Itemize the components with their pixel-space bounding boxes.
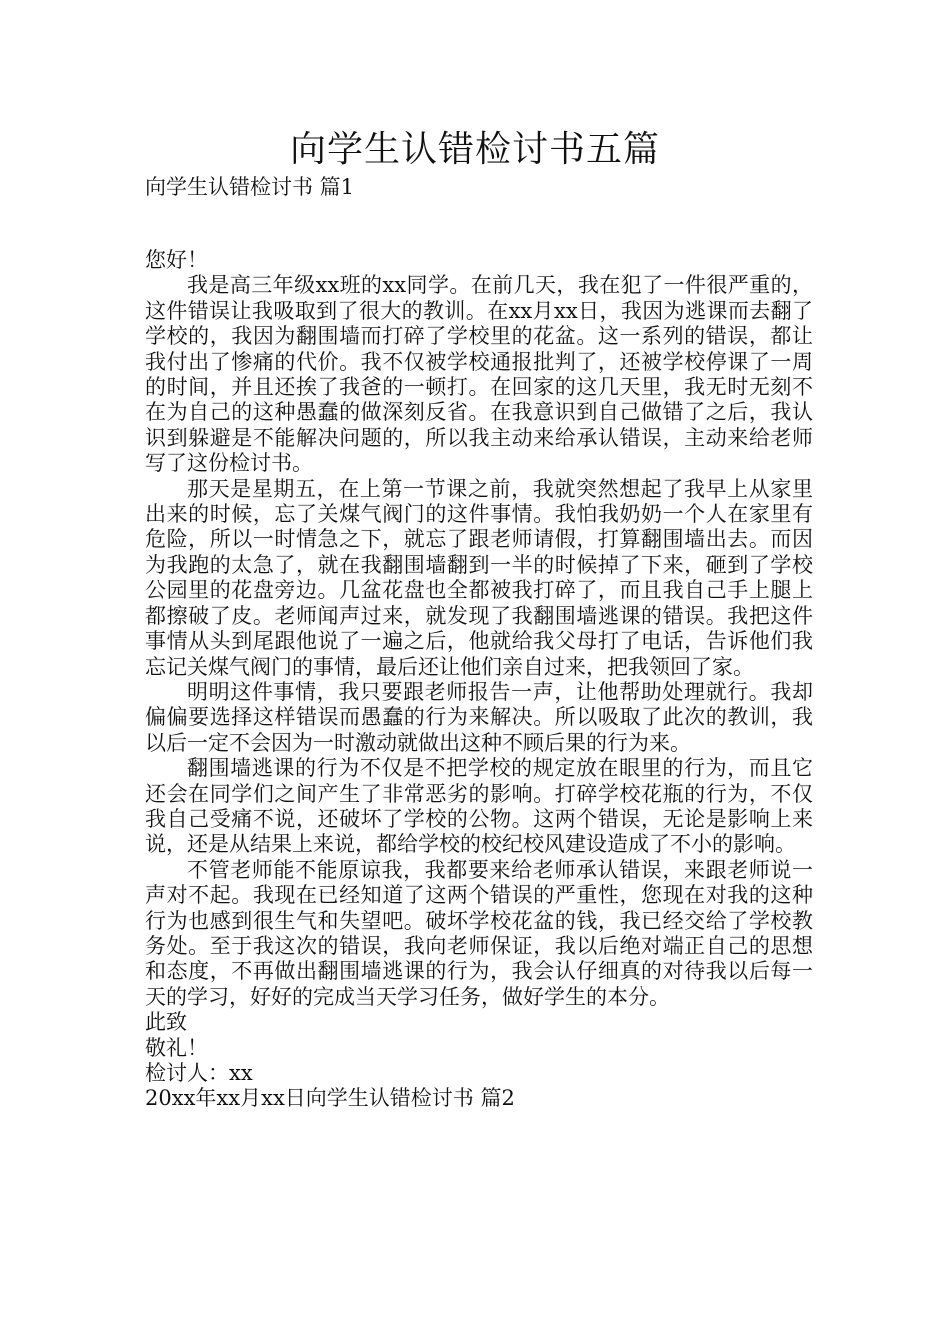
- signature: 检讨人：xx: [145, 1061, 253, 1085]
- paragraph-1: 我是高三年级xx班的xx同学。在前几天，我在犯了一件很严重的，这件错误让我吸取到了很大的教训。在xx月xx日，我因为逃课而去翻了学校的，我因为翻围墙而打碎了学校里的花盆。这一系列的错误，都让我付出了惨痛的代价。我不仅被学校通报批判了，还被学校停课了一周的时间，并且还挨了我爸的一顿打。在回家的这几天里，我无时无刻不在为自己的这种愚蠢的做深刻反省。在我意识到自己做错了之后，我认识到躲避是不能解决问题的，所以我主动来给承认错误，主动来给老师写了这份检讨书。: [145, 273, 813, 476]
- document-title: 向学生认错检讨书五篇: [289, 129, 660, 170]
- paragraph-5: 不管老师能不能原谅我，我都要来给老师承认错误，来跟老师说一声对不起。我现在已经知道了这两个错误的严重性，您现在对我的这种行为也感到很生气和失望吧。破坏学校花盆的钱，我已经交给了学校教务处。至于我这次的错误，我向老师保证，我以后绝对端正自己的思想和态度，不再做出翻围墙逃课的行为，我会认仔细真的对待我以后每一天的学习，好好的完成当天学习任务，做好学生的本分。: [145, 857, 813, 1009]
- closing-line-1: 此致: [145, 1010, 187, 1035]
- paragraph-2: 那天是星期五，在上第一节课之前，我就突然想起了我早上从家里出来的时候，忘了关煤气阀门的这件事情。我怕我奶奶一个人在家里有危险，所以一时情急之下，就忘了跟老师请假，打算翻围墙出去。而因为我跑的太急了，就在我翻围墙翻到一半的时候掉了下来，砸到了学校公园里的花盘旁边。几盆花盘也全都被我打碎了，而且我自己手上腿上都擦破了皮。老师闻声过来，就发现了我翻围墙逃课的错误。我把这件事情从头到尾跟他说了一遍之后，他就给我父母打了电话，告诉他们我忘记关煤气阀门的事情，最后还让他们亲自过来，把我领回了家。: [145, 476, 813, 679]
- greeting: 您好！: [145, 248, 208, 272]
- closing-line-2: 敬礼！: [145, 1035, 208, 1060]
- paragraph-3: 明明这件事情，我只要跟老师报告一声，让他帮助处理就行。我却偏偏要选择这样错误而愚蠢的行为来解决。所以吸取了此次的教训，我以后一定不会因为一时激动就做出这种不顾后果的行为来。: [145, 679, 813, 755]
- document-subtitle: 向学生认错检讨书 篇1: [145, 175, 355, 199]
- document-body: [145, 248, 813, 1112]
- paragraph-4: 翻围墙逃课的行为不仅是不把学校的规定放在眼里的行为，而且它还会在同学们之间产生了非常恶劣的影响。打碎学校花瓶的行为，不仅我自己受痛不说，还破坏了学校的公物。这两个错误，无论是影响上来说，还是从结果上来说，都给学校的校纪校风建设造成了不小的影响。: [145, 756, 813, 857]
- date-and-next-heading: 20xx年xx月xx日向学生认错检讨书 篇2: [145, 1086, 515, 1111]
